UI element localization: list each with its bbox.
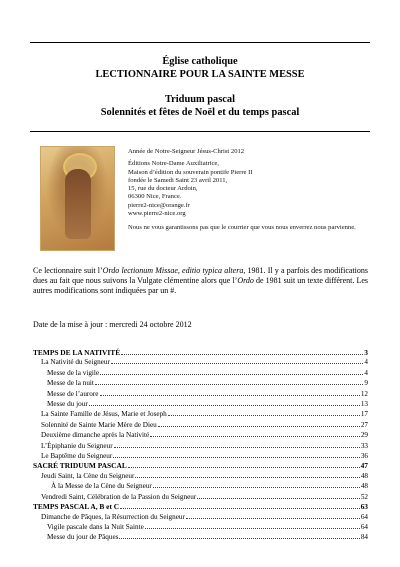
toc-entry[interactable] (33, 492, 368, 502)
toc-dot-leader (114, 441, 360, 448)
toc-entry-label: TEMPS PASCAL A, B et C (33, 502, 120, 512)
toc-entry-label: SACRÉ TRIDUUM PASCAL (33, 461, 127, 471)
subtitle-solemnities: Solennités et fêtes de Noël et du temps pascal (100, 107, 300, 118)
intro-paragraph (33, 266, 368, 296)
intro-text: Ce lectionnaire suit l’ (33, 266, 103, 275)
address-line: 06300 Nice, France. (128, 193, 182, 201)
address-line: Éditions Notre-Dame Auxiliatrice, (128, 160, 220, 168)
intro-ordo-title: Ordo lectionum Missae, editio typica altera (102, 266, 244, 275)
toc-entry-label: Vigile pascale dans la Nuit Sainte (47, 522, 144, 531)
toc-entry[interactable] (33, 348, 368, 357)
toc-dot-leader (119, 532, 359, 539)
toc-entry-label: Deuxième dimanche après la Nativité (41, 431, 150, 440)
toc-entry-page: 33 (360, 441, 368, 450)
toc-dot-leader (135, 471, 359, 478)
publisher-info (128, 148, 373, 233)
intro-text: , 1981. Il y a parfois des modifications dues au fait que nous suivons la Vulgate clémentine alors que l’ (33, 266, 368, 285)
toc-entry-label: Vendredi Saint, Célébration de la Passion du Seigneur (41, 492, 197, 501)
toc-entry-label: Solennité de Sainte Marie Mère de Dieu (41, 420, 157, 429)
madonna-and-child-image (40, 146, 115, 251)
toc-dot-leader (153, 481, 360, 488)
toc-entry-page: 64 (360, 512, 368, 521)
toc-entry-page: 4 (364, 368, 368, 377)
toc-entry-page: 36 (360, 452, 368, 461)
title-block (30, 42, 370, 132)
figure-shape (65, 169, 91, 239)
toc-entry[interactable] (33, 532, 368, 542)
subtitle-triduum: Triduum pascal (165, 94, 235, 105)
toc-entry[interactable] (33, 357, 368, 367)
toc-entry-page: 12 (360, 389, 368, 398)
toc-dot-leader (150, 430, 360, 437)
toc-entry-page: 9 (364, 379, 368, 388)
toc-entry-page: 47 (360, 461, 368, 471)
toc-entry[interactable] (33, 471, 368, 481)
toc-dot-leader (158, 420, 360, 427)
table-of-contents (33, 348, 368, 543)
toc-entry[interactable] (33, 522, 368, 532)
toc-entry-page: 48 (360, 471, 368, 480)
toc-entry-label: Messe du jour (47, 400, 88, 409)
toc-entry[interactable] (33, 368, 368, 378)
toc-entry-page: 3 (364, 348, 368, 357)
mail-notice: Nous ne vous garantissons pas que le courrier que vous nous enverrez nous parvienne. (128, 224, 356, 232)
toc-entry[interactable] (33, 461, 368, 470)
toc-entry[interactable] (33, 441, 368, 451)
toc-dot-leader (168, 409, 360, 416)
toc-entry-page: 4 (364, 358, 368, 367)
toc-dot-leader (111, 357, 364, 364)
address-line: fondée le Samedi Saint 23 avril 2011, (128, 176, 228, 184)
toc-entry-label: L’Épiphanie du Seigneur (41, 441, 113, 450)
church-heading: Église catholique (162, 56, 238, 67)
title-divider (30, 131, 370, 132)
toc-entry-label: Le Baptême du Seigneur (41, 452, 113, 461)
toc-entry-label: Jeudi Saint, la Cène du Seigneur (41, 471, 135, 480)
toc-entry[interactable] (33, 399, 368, 409)
toc-dot-leader (100, 389, 360, 396)
toc-dot-leader (100, 368, 363, 375)
email-link[interactable]: pierre2-nice@orange.fr (128, 201, 190, 209)
toc-entry-label: TEMPS DE LA NATIVITÉ (33, 348, 121, 357)
toc-entry-page: 17 (360, 410, 368, 419)
toc-entry-page: 48 (360, 482, 368, 491)
toc-entry[interactable] (33, 430, 368, 440)
toc-dot-leader (95, 378, 363, 385)
toc-entry-label: La Sainte Famille de Jésus, Marie et Joseph (41, 410, 167, 419)
toc-entry-page: 13 (360, 400, 368, 409)
toc-entry[interactable] (33, 481, 368, 491)
toc-entry-page: 64 (360, 522, 368, 531)
toc-entry[interactable] (33, 378, 368, 388)
toc-entry-page: 27 (360, 420, 368, 429)
update-date: Date de la mise à jour : mercredi 24 octobre 2012 (33, 320, 192, 329)
toc-dot-leader (197, 492, 360, 499)
toc-dot-leader (113, 451, 360, 458)
toc-entry-page: 84 (360, 533, 368, 542)
toc-dot-leader (89, 399, 360, 406)
toc-dot-leader (186, 512, 360, 519)
toc-entry-label: À la Messe de la Cène du Seigneur (51, 482, 152, 491)
toc-entry-label: Messe de la vigile (47, 368, 100, 377)
toc-dot-leader (128, 461, 360, 468)
toc-entry[interactable] (33, 512, 368, 522)
intro-text: de 1981 suit un texte différent. Les autres modifications sont indiquées par un #. (33, 276, 368, 295)
toc-entry-page: 52 (360, 492, 368, 501)
address-line: 15, rue du docteur Ardoin, (128, 185, 198, 193)
toc-dot-leader (121, 348, 363, 355)
toc-dot-leader (120, 502, 360, 509)
toc-entry[interactable] (33, 502, 368, 511)
year-line: Année de Notre-Seigneur Jésus-Christ 2012 (128, 148, 245, 155)
toc-entry-label: Messe de l’aurore (47, 389, 99, 398)
toc-entry-label: Messe de la nuit (47, 379, 94, 388)
toc-entry[interactable] (33, 389, 368, 399)
toc-entry[interactable] (33, 409, 368, 419)
toc-entry-label: Dimanche de Pâques, la Résurrection du Seigneur (41, 512, 185, 521)
document-title: LECTIONNAIRE POUR LA SAINTE MESSE (95, 69, 305, 80)
toc-dot-leader (145, 522, 360, 529)
website-link[interactable]: www.pierre2-nice.org (128, 210, 186, 218)
toc-entry[interactable] (33, 451, 368, 461)
toc-entry[interactable] (33, 420, 368, 430)
toc-entry-label: Messe du jour de Pâques (47, 533, 119, 542)
address-line: Maison d’édition du souverain pontife Pierre II (128, 168, 253, 176)
toc-entry-page: 63 (360, 502, 368, 512)
toc-entry-page: 29 (360, 431, 368, 440)
intro-ordo: Ordo (237, 276, 254, 285)
toc-entry-label: La Nativité du Seigneur (41, 358, 110, 367)
